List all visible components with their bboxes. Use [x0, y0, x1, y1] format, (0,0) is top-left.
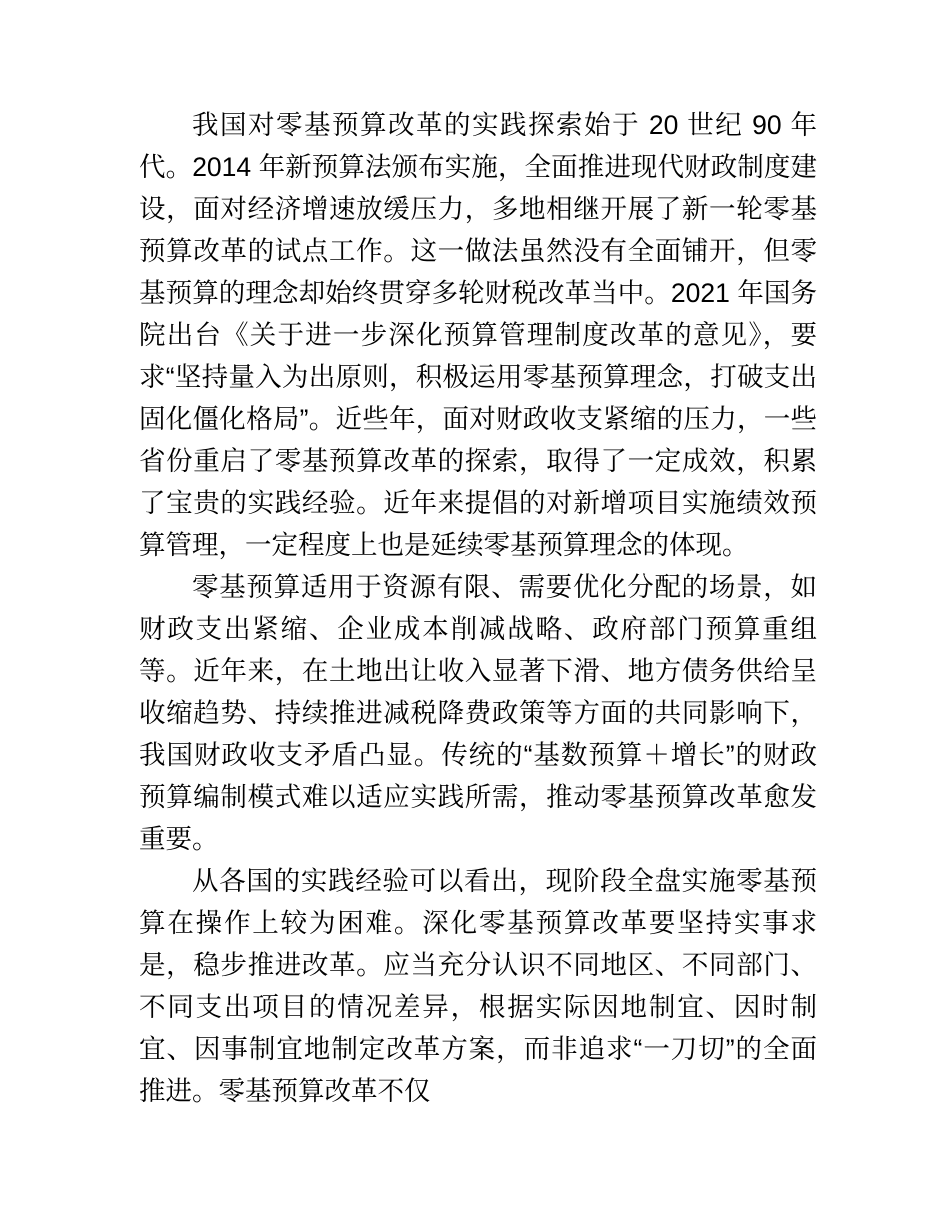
paragraph-3: 从各国的实践经验可以看出，现阶段全盘实施零基预算在操作上较为困难。深化零基预算改革要坚持实事求是，稳步推进改革。应当充分认识不同地区、不同部门、不同支出项目的情况差异，根据实际因地制宜、因时制宜、因事制宜地制定改革方案，而非追求“一刀切”的全面推进。零基预算改革不仅: [139, 866, 817, 1106]
paragraph-1: 我国对零基预算改革的实践探索始于 20 世纪 90 年代。2014 年新预算法颁布实施，全面推进现代财政制度建设，面对经济增速放缓压力，多地相继开展了新一轮零基预算改革的试点工作。这一做法虽然没有全面铺开，但零基预算的理念却始终贯穿多轮财税改革当中。2021 年国务院出台《关于进一步深化预算管理制度改革的意见》，要求“坚持量入为出原则，积极运用零基预算理念，打破支出固化僵化格局”。近些年，面对财政收支紧缩的压力，一些省份重启了零基预算改革的探索，取得了一定成效，积累了宝贵的实践经验。近年来提倡的对新增项目实施绩效预算管理，一定程度上也是延续零基预算理念的体现。: [139, 110, 817, 560]
document-body: [139, 104, 817, 1112]
paragraph-2: 零基预算适用于资源有限、需要优化分配的场景，如财政支出紧缩、企业成本削减战略、政府部门预算重组等。近年来，在土地出让收入显著下滑、地方债务供给呈收缩趋势、持续推进减税降费政策等方面的共同影响下，我国财政收支矛盾凸显。传统的“基数预算＋增长”的财政预算编制模式难以适应实践所需，推动零基预算改革愈发重要。: [139, 572, 817, 854]
